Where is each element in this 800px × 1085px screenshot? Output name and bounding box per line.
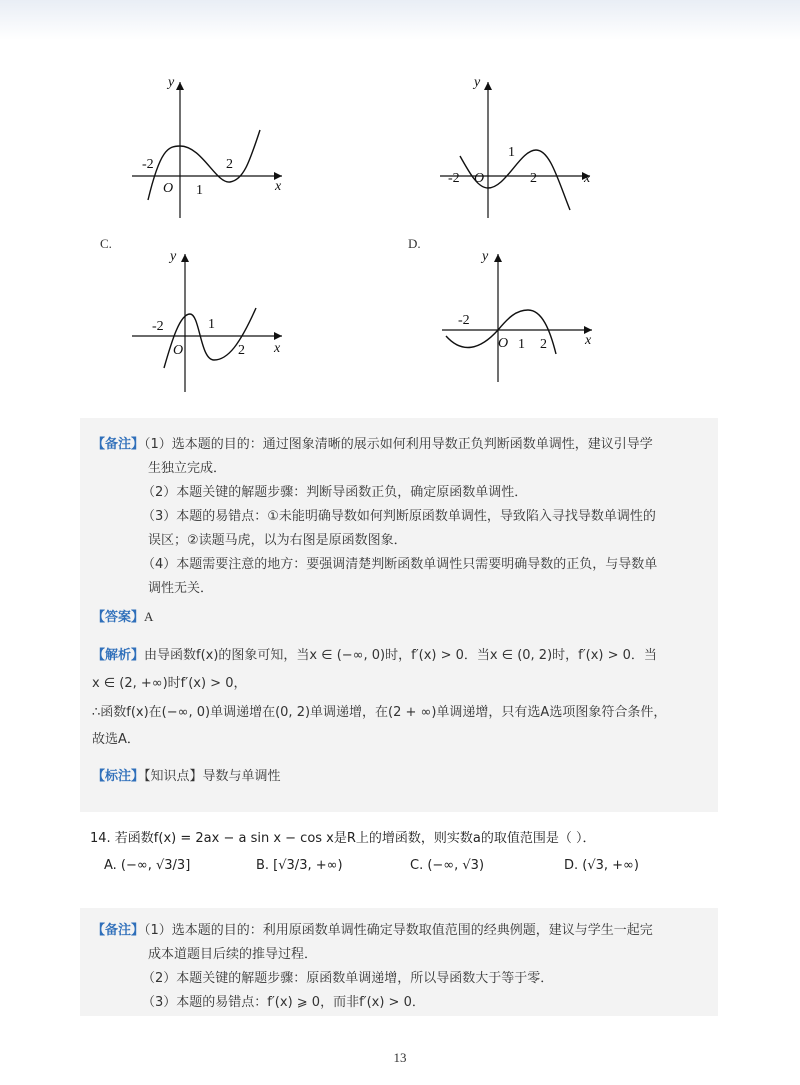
- note-line: 生独立完成．: [148, 461, 227, 476]
- note-text: （1）选本题的目的：利用原函数单调性确定导数取值范围的经典例题，建议与学生一起完: [144, 923, 653, 938]
- tick-label: -2: [458, 313, 470, 328]
- tick-label: -2: [152, 319, 164, 334]
- tick-label: 1: [208, 317, 215, 332]
- header-band: [0, 0, 800, 40]
- analysis-tag: 【解析】: [92, 648, 145, 663]
- tick-label: 2: [238, 343, 245, 358]
- note-line: 误区；②读题马虎，以为右图是原函数图象．: [148, 533, 407, 548]
- graph-option-a: [120, 70, 300, 230]
- option-c-letter: C.: [100, 236, 112, 251]
- note-line: 调性无关．: [148, 581, 214, 596]
- note-line: （3）本题的易错点：①未能明确导数如何判断原函数单调性，导致陷入寻找导数单调性的: [142, 509, 656, 524]
- graph-option-b: [428, 70, 608, 230]
- note-tag: 【备注】: [92, 437, 145, 452]
- note-line: （4）本题需要注意的地方：要强调清楚判断函数单调性只需要明确导数的正负，与导数单: [142, 557, 658, 572]
- x-axis-label: x: [275, 179, 282, 194]
- origin-label: O: [173, 343, 184, 358]
- tick-label: -2: [142, 157, 154, 172]
- note-line: （2）本题关键的解题步骤：判断导函数正负，确定原函数单调性．: [142, 485, 528, 500]
- analysis-text: 由导函数f(x)的图象可知，当x ∈ (−∞, 0)时，f′(x) > 0．当x ∈ (0, 2)时，f′(x) > 0．当: [144, 648, 657, 663]
- tick-label: 2: [226, 157, 233, 172]
- y-axis-label: y: [474, 75, 481, 90]
- page-number: 13: [393, 1050, 407, 1065]
- note-line: [92, 436, 653, 454]
- note-tag: 【备注】: [92, 923, 145, 938]
- origin-label: O: [498, 336, 509, 351]
- analysis-line: x ∈ (2, +∞)时f′(x) > 0，: [92, 676, 247, 691]
- question-14-stem: 14. 若函数f(x) = 2ax − a sin x − cos x是R上的增函数，则实数a的取值范围是（ ）．: [90, 831, 596, 846]
- y-axis-label: y: [482, 249, 489, 264]
- graph-option-d: [432, 244, 612, 394]
- q14-option-a: A. (−∞, √3/3]: [104, 858, 191, 873]
- note-line: （3）本题的易错点：f′(x) ⩾ 0，而非f′(x) > 0．: [142, 995, 425, 1010]
- tick-label: 1: [508, 145, 515, 160]
- q14-option-c: C. (−∞, √3): [410, 858, 485, 873]
- origin-label: O: [163, 181, 174, 196]
- option-d-letter: D.: [408, 236, 421, 251]
- graph-option-c: [120, 244, 300, 404]
- mark-tag: 【标注】: [92, 769, 145, 784]
- x-axis-label: x: [584, 171, 591, 186]
- tick-label: 1: [518, 337, 525, 352]
- note-text: （1）选本题的目的：通过图象清晰的展示如何利用导数正负判断函数单调性，建议引导学: [144, 437, 653, 452]
- tick-label: 2: [530, 171, 537, 186]
- tick-label: 1: [196, 183, 203, 198]
- answer-value: A: [144, 609, 154, 624]
- q14-option-b: B. [√3/3, +∞): [256, 858, 343, 873]
- tick-label: -2: [448, 171, 460, 186]
- mark-text: 【知识点】导数与单调性: [144, 769, 281, 784]
- analysis-line: [92, 647, 657, 665]
- note-line: （2）本题关键的解题步骤：原函数单调递增，所以导函数大于等于零．: [142, 971, 554, 986]
- analysis-line: 故选A．: [92, 732, 140, 747]
- origin-label: O: [474, 171, 485, 186]
- x-axis-label: x: [585, 333, 592, 348]
- mark-line: [92, 768, 281, 786]
- analysis-line: ∴函数f(x)在(−∞, 0)单调递增在(0, 2)单调递增，在(2 + ∞)单调递增，只有选A选项图象符合条件，: [92, 705, 667, 720]
- answer-line: [92, 608, 153, 627]
- y-axis-label: y: [170, 249, 177, 264]
- answer-tag: 【答案】: [92, 610, 145, 625]
- x-axis-label: x: [274, 341, 281, 356]
- y-axis-label: y: [168, 75, 175, 90]
- note-line: 成本道题目后续的推导过程．: [148, 947, 318, 962]
- note-line: [92, 922, 653, 940]
- tick-label: 2: [540, 337, 547, 352]
- q14-option-d: D. (√3, +∞): [564, 858, 639, 873]
